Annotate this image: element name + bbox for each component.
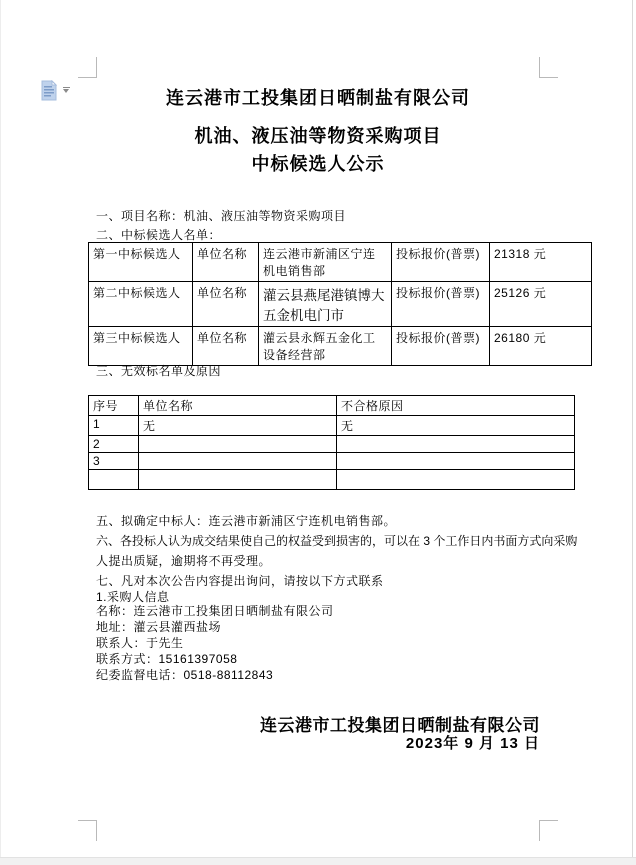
invalid-table-header-row: [89, 396, 575, 416]
candidate-rank: 第二中标候选人: [89, 282, 193, 327]
section-6-objection-line1: 六、各投标人认为成交结果使自己的权益受到损害的，可以在 3 个工作日内书面方式向采购: [96, 534, 578, 548]
unit-name-value: 连云港市新浦区宁连机电销售部: [259, 243, 392, 282]
seq-cell: 1: [89, 416, 139, 436]
buyer-contact-person: 联系人：于先生: [96, 636, 184, 650]
section-7-contact-heading: 七、凡对本次公告内容提出询问，请按以下方式联系: [96, 574, 384, 588]
margin-cropmark-top-right: [539, 57, 558, 78]
unit-cell: [139, 436, 337, 453]
buyer-info-heading: 1.采购人信息: [96, 590, 170, 604]
unit-name-value: 灌云县燕尾港镇博大五金机电门市: [259, 282, 392, 327]
candidate-rank: 第一中标候选人: [89, 243, 193, 282]
candidates-table: [88, 242, 592, 366]
document-title-company: 连云港市工投集团日晒制盐有限公司: [166, 88, 470, 108]
signature-date: 2023年 9 月 13 日: [405, 735, 540, 752]
col-header-unit: 单位名称: [139, 396, 337, 416]
invalid-table-row: [89, 436, 575, 453]
bid-price-label: 投标报价(普票): [392, 327, 490, 366]
unit-name-value: 灌云县永辉五金化工设备经营部: [259, 327, 392, 366]
seq-cell: 3: [89, 453, 139, 470]
bid-price-value: 21318 元: [490, 243, 592, 282]
bid-price-label: 投标报价(普票): [392, 243, 490, 282]
section-2-candidates-heading: 二、中标候选人名单：: [96, 228, 222, 242]
unit-cell: 无: [139, 416, 337, 436]
reason-cell: [337, 436, 575, 453]
buyer-phone: 联系方式：15161397058: [96, 652, 238, 666]
unit-name-label: 单位名称: [193, 282, 259, 327]
unit-cell: [139, 453, 337, 470]
margin-cropmark-bottom-left: [78, 820, 97, 841]
bid-price-value: 25126 元: [490, 282, 592, 327]
col-header-reason: 不合格原因: [337, 396, 575, 416]
seq-cell: 2: [89, 436, 139, 453]
bid-price-label: 投标报价(普票): [392, 282, 490, 327]
document-title-project: 机油、液压油等物资采购项目: [194, 126, 442, 146]
document-title-announcement: 中标候选人公示: [251, 154, 385, 174]
buyer-address: 地址：灌云县灌西盐场: [96, 620, 222, 634]
candidate-rank: 第三中标候选人: [89, 327, 193, 366]
margin-cropmark-bottom-right: [539, 820, 558, 841]
section-6-objection-line2: 人提出质疑，逾期将不再受理。: [96, 554, 272, 568]
reason-cell: [337, 470, 575, 490]
candidates-table-row-2: [89, 282, 592, 327]
buyer-name: 名称：连云港市工投集团日晒制盐有限公司: [96, 604, 334, 618]
unit-name-label: 单位名称: [193, 327, 259, 366]
seq-cell: [89, 470, 139, 490]
section-5-winner: 五、拟确定中标人：连云港市新浦区宁连机电销售部。: [96, 514, 397, 528]
section-1-project-name: 一、项目名称：机油、液压油等物资采购项目: [96, 209, 347, 223]
supervision-phone: 纪委监督电话：0518-88112843: [96, 668, 274, 682]
signature-company: 连云港市工投集团日晒制盐有限公司: [260, 716, 540, 735]
reason-cell: 无: [337, 416, 575, 436]
candidates-table-row-3: [89, 327, 592, 366]
invalid-table-row: [89, 416, 575, 436]
invalid-table-row: [89, 470, 575, 490]
col-header-seq: 序号: [89, 396, 139, 416]
page-bottom-strip: [0, 857, 636, 865]
section-3-invalid-heading: 三、无效标名单及原因: [96, 364, 222, 378]
bid-price-value: 26180 元: [490, 327, 592, 366]
reason-cell: [337, 453, 575, 470]
invalid-table-row: [89, 453, 575, 470]
invalid-bids-table: [88, 395, 575, 490]
margin-cropmark-top-left: [78, 57, 97, 78]
unit-name-label: 单位名称: [193, 243, 259, 282]
candidates-table-row-1: [89, 243, 592, 282]
unit-cell: [139, 470, 337, 490]
